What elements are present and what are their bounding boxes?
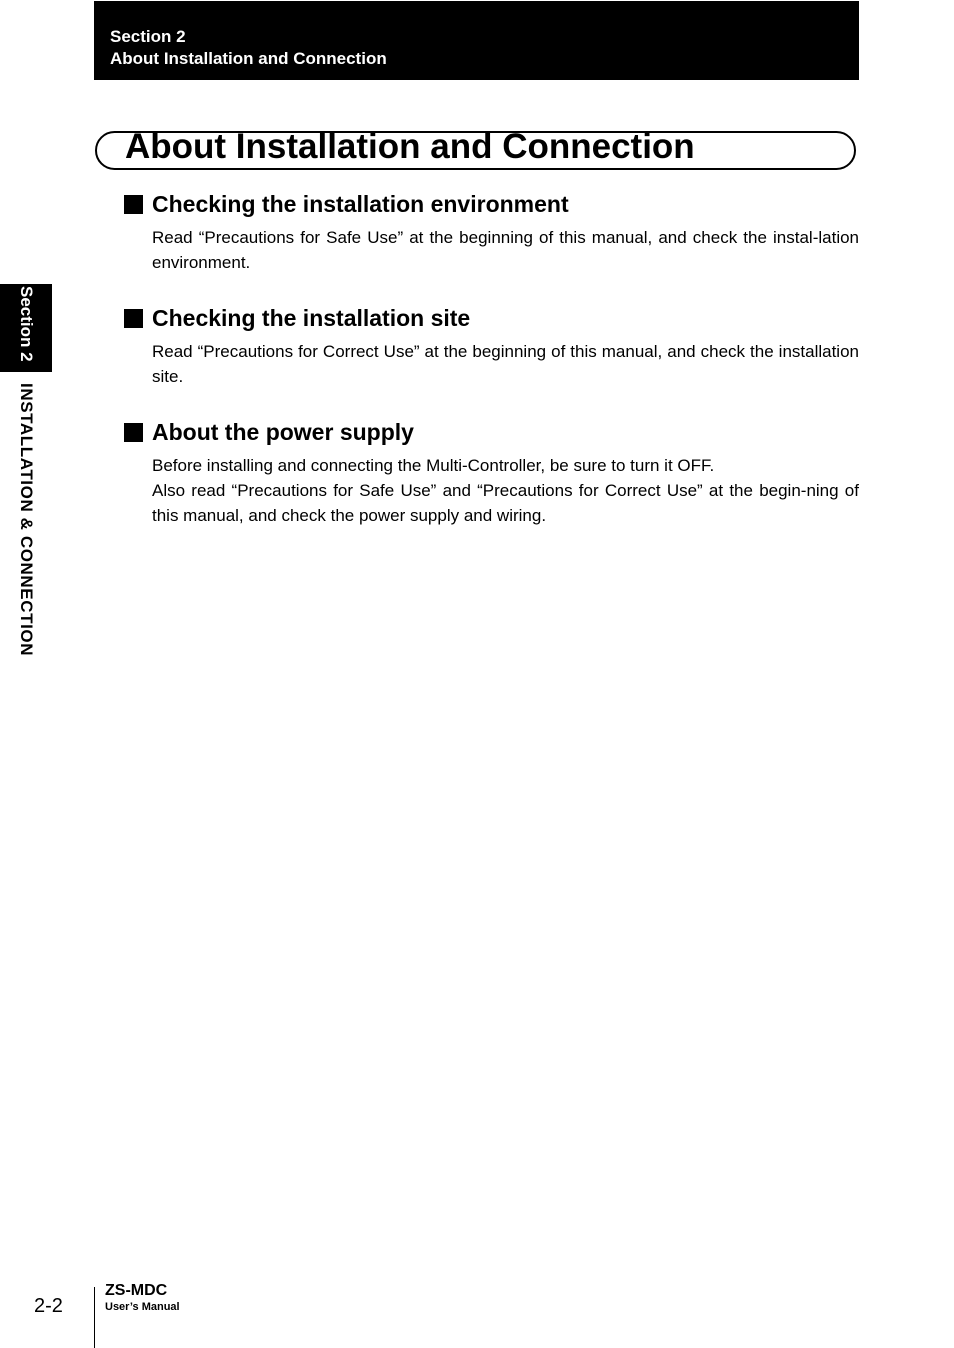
square-bullet-icon xyxy=(124,423,143,442)
page-number: 2-2 xyxy=(34,1295,63,1317)
footer-manual-label: User’s Manual xyxy=(105,1301,180,1313)
header-section: Section 2 xyxy=(110,27,186,46)
square-bullet-icon xyxy=(124,195,143,214)
section-heading xyxy=(124,418,859,446)
section-paragraph: Read “Precautions for Safe Use” at the beginning of this manual, and check the instal-lation environment. xyxy=(152,228,859,272)
section-heading-text: About the power supply xyxy=(152,419,414,445)
section-paragraph: Before installing and connecting the Multi-Controller, be sure to turn it OFF. xyxy=(152,456,715,475)
side-section-title: INSTALLATION & CONNECTION xyxy=(17,383,36,657)
running-header xyxy=(94,1,859,80)
section-heading-text: Checking the installation site xyxy=(152,305,471,331)
section-paragraph: Read “Precautions for Correct Use” at the beginning of this manual, and check the installation site. xyxy=(152,342,859,386)
header-title: About Installation and Connection xyxy=(110,49,387,68)
section-heading xyxy=(124,190,859,218)
section-installation-environment xyxy=(124,190,859,275)
section-heading xyxy=(124,304,859,332)
section-power-supply xyxy=(124,418,859,528)
section-installation-site xyxy=(124,304,859,389)
square-bullet-icon xyxy=(124,309,143,328)
footer-product-name: ZS-MDC xyxy=(105,1282,168,1299)
page-title: About Installation and Connection xyxy=(125,127,695,166)
section-paragraph: Also read “Precautions for Safe Use” and “Precautions for Correct Use” at the begin-ning of this manual, and check the power supply and wiring. xyxy=(152,481,859,525)
side-tab-label: Section 2 xyxy=(17,286,36,362)
footer-divider xyxy=(94,1287,95,1348)
section-heading-text: Checking the installation environment xyxy=(152,191,569,217)
